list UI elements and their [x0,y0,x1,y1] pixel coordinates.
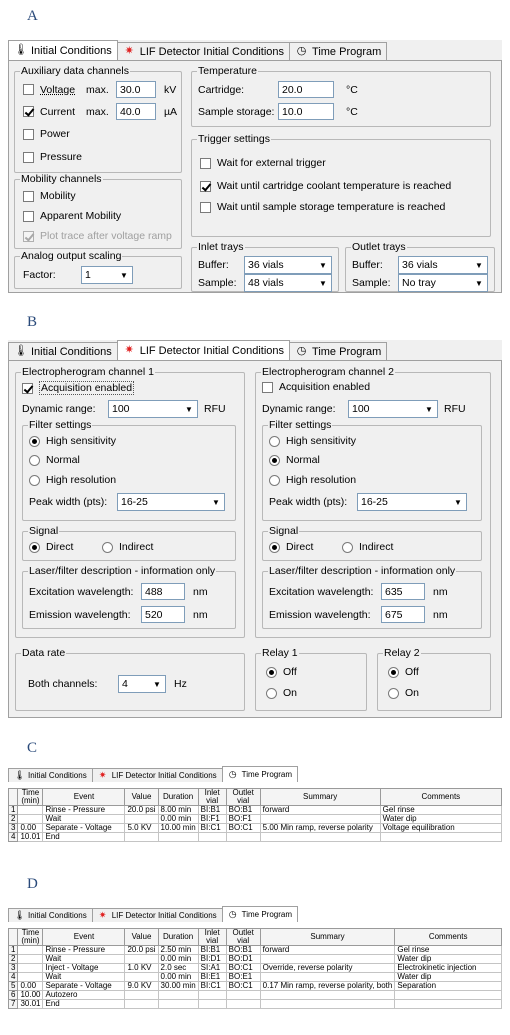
relay-1-on-radio[interactable] [266,688,277,699]
chevron-down-icon: ▼ [319,260,327,270]
cell-value[interactable] [125,991,158,1000]
cell-time[interactable]: 0.00 [18,824,43,833]
cell-outlet[interactable]: BO:C1 [226,982,260,991]
cell-duration[interactable]: 2.50 min [158,946,198,955]
cell-n: 1 [9,806,18,815]
chevron-down-icon: ▼ [454,497,462,507]
table-row[interactable] [9,991,502,1000]
signal-group: Signal Direct Indirect [22,531,236,561]
cell-comments[interactable]: Separation [395,982,502,991]
initial-conditions-icon: 🌡 [14,770,26,780]
cell-inlet[interactable] [198,833,226,842]
cell-time[interactable]: 10.00 [18,991,43,1000]
cell-event[interactable]: End [43,1000,125,1009]
analog-output-group: Analog output scaling Factor: 1 ▼ [14,256,182,289]
tab-initial-conditions[interactable]: 🌡 Initial Conditions [8,40,118,60]
emission-wavelength-input[interactable]: 675 [381,606,425,623]
tab-time-program[interactable]: ◷ Time Program [222,766,298,782]
indirect-radio[interactable] [102,542,113,553]
cell-duration[interactable] [158,1000,198,1009]
cell-outlet[interactable]: BO:F1 [226,815,260,824]
cell-summary[interactable] [260,991,395,1000]
cell-comments[interactable]: Water dip [395,973,502,982]
cell-time[interactable] [18,806,43,815]
tab-time-program[interactable]: ◷ Time Program [289,342,387,360]
cell-n: 4 [9,973,18,982]
cell-comments[interactable]: Voltage equilibration [380,824,501,833]
cell-value[interactable]: 20.0 psi [125,806,158,815]
cell-event[interactable]: Wait [43,973,125,982]
col-inlet: Inlet vial [198,929,226,946]
col-summary: Summary [260,929,395,946]
cell-inlet[interactable]: SI:A1 [198,964,226,973]
chevron-down-icon: ▼ [475,260,483,270]
direct-radio[interactable] [269,542,280,553]
clock-icon: ◷ [296,345,307,357]
cell-outlet[interactable]: BO:B1 [226,806,260,815]
indirect-radio[interactable] [342,542,353,553]
cell-n: 3 [9,824,18,833]
cartridge-temp-input[interactable]: 20.0 [278,81,334,98]
cell-value[interactable]: 20.0 psi [125,946,158,955]
tab-initial-conditions[interactable]: 🌡 Initial Conditions [8,342,118,360]
tab-time-program[interactable]: ◷ Time Program [289,42,387,60]
table-header [9,929,502,946]
cell-n: 4 [9,833,18,842]
cell-time[interactable] [18,946,43,955]
cell-duration[interactable]: 0.00 min [158,973,198,982]
mobility-channels-group: Mobility channels Mobility Apparent Mobility Plot trace after voltage ramp [14,179,182,249]
cell-duration[interactable]: 0.00 min [158,955,198,964]
tab-lif-detector[interactable]: ✷ LIF Detector Initial Conditions [92,768,223,782]
cell-value[interactable] [125,833,158,842]
high-sensitivity-radio[interactable] [29,436,40,447]
cell-n: 1 [9,946,18,955]
initial-conditions-icon: 🌡 [14,345,28,357]
table-row[interactable] [9,1000,502,1009]
tab-body [8,60,502,293]
apparent-mobility-checkbox[interactable] [23,211,34,222]
cell-outlet[interactable] [226,1000,260,1009]
cell-n: 5 [9,982,18,991]
cell-n: 6 [9,991,18,1000]
auxiliary-channels-group: Auxiliary data channels Voltage max. 30.0 kV Current max. 40.0 µA Power Pressure [14,71,182,173]
cell-outlet[interactable]: BO:C1 [226,964,260,973]
tab-bar [8,906,297,922]
lif-detector-icon: ✷ [98,770,107,780]
tab-lif-detector[interactable]: ✷ LIF Detector Initial Conditions [117,42,290,60]
channel-1-group: Electropherogram channel 1 Acquisition enabled Dynamic range: 100 ▼ RFU Filter settings High sensitivity Normal High resolution Peak width (pts): 16-25 ▼ Signal Direct Indirect Laser/filter description - information only Excitation wavelength: 488 nm Emission wavelength: 520 nm [15,372,245,638]
time-program-window-c [8,766,502,848]
cell-event[interactable]: Autozero [43,991,125,1000]
lif-detector-icon: ✷ [124,45,134,57]
chevron-down-icon: ▼ [120,270,128,280]
plot-trace-checkbox[interactable] [23,231,34,242]
filter-settings-group: Filter settings High sensitivity Normal High resolution Peak width (pts): 16-25 ▼ [22,425,236,521]
cell-comments[interactable]: Electrokinetic injection [395,964,502,973]
clock-icon: ◷ [228,909,237,919]
cell-inlet[interactable] [198,1000,226,1009]
cell-n: 3 [9,964,18,973]
cell-duration[interactable] [158,833,198,842]
panel-label-a: A [27,8,38,24]
cell-outlet[interactable] [226,833,260,842]
data-rate-select[interactable]: 4 ▼ [118,675,166,693]
lif-detector-icon: ✷ [124,344,134,356]
col-value: Value [125,929,158,946]
trigger-settings-group: Trigger settings Wait for external trigger Wait until cartridge coolant temperature is reached Wait until sample storage temperature is reached [191,139,491,237]
cell-inlet[interactable]: BI:E1 [198,973,226,982]
initial-conditions-icon: 🌡 [14,44,28,56]
acquisition-enabled-checkbox[interactable] [22,383,33,394]
relay-2-group: Relay 2 Off On [377,653,491,711]
cell-inlet[interactable]: BI:D1 [198,955,226,964]
table-row[interactable] [9,833,502,842]
panel-label-b: B [27,314,38,330]
outlet-trays-group: Outlet trays Buffer: 36 vials ▼ Sample: No tray ▼ [345,247,495,292]
col-comments: Comments [380,789,501,806]
tab-initial-conditions[interactable]: 🌡 Initial Conditions [8,768,93,782]
cell-inlet[interactable]: BI:F1 [198,815,226,824]
panel-label-c: C [27,740,38,756]
cell-summary[interactable]: 5.00 Min ramp, reverse polarity [260,824,380,833]
cell-outlet[interactable]: BO:C1 [226,824,260,833]
cell-inlet[interactable]: BI:B1 [198,806,226,815]
chevron-down-icon: ▼ [153,679,161,689]
normal-radio[interactable] [269,455,280,466]
cell-duration[interactable]: 2.0 sec [158,964,198,973]
cell-inlet[interactable]: BI:C1 [198,982,226,991]
cell-outlet[interactable] [226,991,260,1000]
cell-event[interactable]: Rinse - Pressure [43,946,125,955]
relay-2-off-radio[interactable] [388,667,399,678]
cell-time[interactable]: 10.01 [18,833,43,842]
high-resolution-radio[interactable] [29,475,40,486]
sample-temp-checkbox[interactable] [200,202,211,213]
cell-event[interactable]: Rinse - Pressure [43,806,125,815]
time-program-table [8,928,502,1009]
cell-comments[interactable]: Gel rinse [395,946,502,955]
col-comments: Comments [395,929,502,946]
cell-inlet[interactable] [198,991,226,1000]
chevron-down-icon: ▼ [425,404,433,414]
relay-1-group: Relay 1 Off On [255,653,367,711]
storage-temp-input[interactable]: 10.0 [278,103,334,120]
chevron-down-icon: ▼ [185,404,193,414]
col-value: Value [125,789,158,806]
cell-comments[interactable] [395,1000,502,1009]
tab-lif-detector[interactable]: ✷ LIF Detector Initial Conditions [117,340,290,360]
voltage-max-input[interactable]: 30.0 [116,81,156,98]
chevron-down-icon: ▼ [475,278,483,288]
cell-inlet[interactable]: BI:B1 [198,946,226,955]
outlet-sample-select[interactable]: No tray ▼ [398,274,488,292]
emission-wavelength-input[interactable]: 520 [141,606,185,623]
channel-2-group: Electropherogram channel 2 Acquisition enabled Dynamic range: 100 ▼ RFU Filter settings High sensitivity Normal High resolution Peak width (pts): 16-25 ▼ Signal Direct Indirect Laser/filter description - information only Excitation wavelength: 635 nm Emission wavelength: 675 nm [255,372,491,638]
panel-label-d: D [27,876,38,892]
tab-time-program[interactable]: ◷ Time Program [222,906,298,922]
lif-detector-icon: ✷ [98,910,107,920]
data-rate-group: Data rate Both channels: 4 ▼ Hz [15,653,245,711]
factor-select[interactable]: 1 ▼ [81,266,133,284]
cell-time[interactable]: 0.00 [18,982,43,991]
cell-outlet[interactable]: BO:D1 [226,955,260,964]
pressure-checkbox[interactable] [23,152,34,163]
cell-summary[interactable]: forward [260,806,380,815]
voltage-checkbox[interactable] [23,84,34,95]
clock-icon: ◷ [228,769,237,779]
cell-value[interactable]: 5.0 KV [125,824,158,833]
time-program-table [8,788,502,842]
initial-conditions-icon: 🌡 [14,910,26,920]
cell-duration[interactable] [158,991,198,1000]
tab-bar [8,340,386,360]
cell-summary[interactable]: Override, reverse polarity [260,964,395,973]
chevron-down-icon: ▼ [319,278,327,288]
cell-outlet[interactable]: BO:B1 [226,946,260,955]
col-duration: Duration [158,789,198,806]
cell-time[interactable] [18,964,43,973]
initial-conditions-window [8,40,502,293]
relay-2-on-radio[interactable] [388,688,399,699]
relay-1-off-radio[interactable] [266,667,277,678]
chevron-down-icon: ▼ [212,497,220,507]
cell-value[interactable]: 1.0 KV [125,964,158,973]
group-title: Auxiliary data channels [21,65,129,77]
cell-event[interactable]: Wait [43,955,125,964]
dynamic-range-select[interactable]: 100 ▼ [348,400,438,418]
high-resolution-radio[interactable] [269,475,280,486]
cell-duration[interactable]: 0.00 min [158,815,198,824]
cell-event[interactable]: Wait [43,815,125,824]
normal-radio[interactable] [29,455,40,466]
mobility-checkbox[interactable] [23,191,34,202]
clock-icon: ◷ [296,45,307,57]
tab-bar [8,40,386,60]
excitation-wavelength-input[interactable]: 635 [381,583,425,600]
direct-radio[interactable] [29,542,40,553]
cell-event[interactable]: End [43,833,125,842]
inlet-sample-select[interactable]: 48 vials ▼ [244,274,332,292]
laser-filter-group: Laser/filter description - information only Excitation wavelength: 488 nm Emission wavelength: 520 nm [22,571,236,629]
cell-event[interactable]: Inject - Voltage [43,964,125,973]
cell-outlet[interactable]: BO:E1 [226,973,260,982]
col-inlet: Inlet vial [198,789,226,806]
col-outlet: Outlet vial [226,929,260,946]
temperature-group: Temperature Cartridge: 20.0 °C Sample storage: 10.0 °C [191,71,491,127]
cell-time[interactable]: 30.01 [18,1000,43,1009]
tab-body [8,360,502,718]
table-row[interactable] [9,824,502,833]
high-sensitivity-radio[interactable] [269,436,280,447]
power-checkbox[interactable] [23,129,34,140]
table-header [9,789,502,806]
cell-inlet[interactable]: BI:C1 [198,824,226,833]
external-trigger-checkbox[interactable] [200,158,211,169]
col-event: Event [43,789,125,806]
cell-value[interactable]: 9.0 KV [125,982,158,991]
cell-duration[interactable]: 30.00 min [158,982,198,991]
cell-comments[interactable] [395,991,502,1000]
cell-time[interactable] [18,955,43,964]
cell-summary[interactable] [260,833,380,842]
col-duration: Duration [158,929,198,946]
cell-summary[interactable]: 0.17 Min ramp, reverse polarity, both [260,982,395,991]
cell-event[interactable]: Separate - Voltage [43,824,125,833]
cell-comments[interactable]: Water dip [395,955,502,964]
tab-bar [8,766,297,782]
outlet-buffer-select[interactable]: 36 vials ▼ [398,256,488,274]
inlet-trays-group: Inlet trays Buffer: 36 vials ▼ Sample: 48 vials ▼ [191,247,339,292]
cell-value[interactable] [125,1000,158,1009]
cell-n: 2 [9,955,18,964]
laser-filter-group: Laser/filter description - information only Excitation wavelength: 635 nm Emission wavelength: 675 nm [262,571,482,629]
cell-comments[interactable]: Gel rinse [380,806,501,815]
acquisition-enabled-checkbox[interactable] [262,382,273,393]
col-outlet: Outlet vial [226,789,260,806]
cell-n: 7 [9,1000,18,1009]
lif-detector-window [8,340,502,718]
table-row[interactable] [9,806,502,815]
current-max-input[interactable]: 40.0 [116,103,156,120]
col-event: Event [43,929,125,946]
excitation-wavelength-input[interactable]: 488 [141,583,185,600]
coolant-temp-checkbox[interactable] [200,181,211,192]
cell-summary[interactable]: forward [260,946,395,955]
tab-initial-conditions[interactable]: 🌡 Initial Conditions [8,908,93,922]
signal-group: Signal Direct Indirect [262,531,482,561]
cell-comments[interactable] [380,833,501,842]
peak-width-select[interactable]: 16-25 ▼ [357,493,467,511]
current-checkbox[interactable] [23,106,34,117]
cell-summary[interactable] [260,1000,395,1009]
col-summary: Summary [260,789,380,806]
inlet-buffer-select[interactable]: 36 vials ▼ [244,256,332,274]
dynamic-range-select[interactable]: 100 ▼ [108,400,198,418]
peak-width-select[interactable]: 16-25 ▼ [117,493,225,511]
cell-event[interactable]: Separate - Voltage [43,982,125,991]
cell-duration[interactable]: 10.00 min [158,824,198,833]
filter-settings-group: Filter settings High sensitivity Normal High resolution Peak width (pts): 16-25 ▼ [262,425,482,521]
cell-n: 2 [9,815,18,824]
table-row[interactable] [9,982,502,991]
cell-comments[interactable]: Water dip [380,815,501,824]
col-time: Time (min) [18,929,43,946]
col-time: Time (min) [18,789,43,806]
cell-duration[interactable]: 8.00 min [158,806,198,815]
time-program-window-d [8,906,502,1016]
tab-lif-detector[interactable]: ✷ LIF Detector Initial Conditions [92,908,223,922]
